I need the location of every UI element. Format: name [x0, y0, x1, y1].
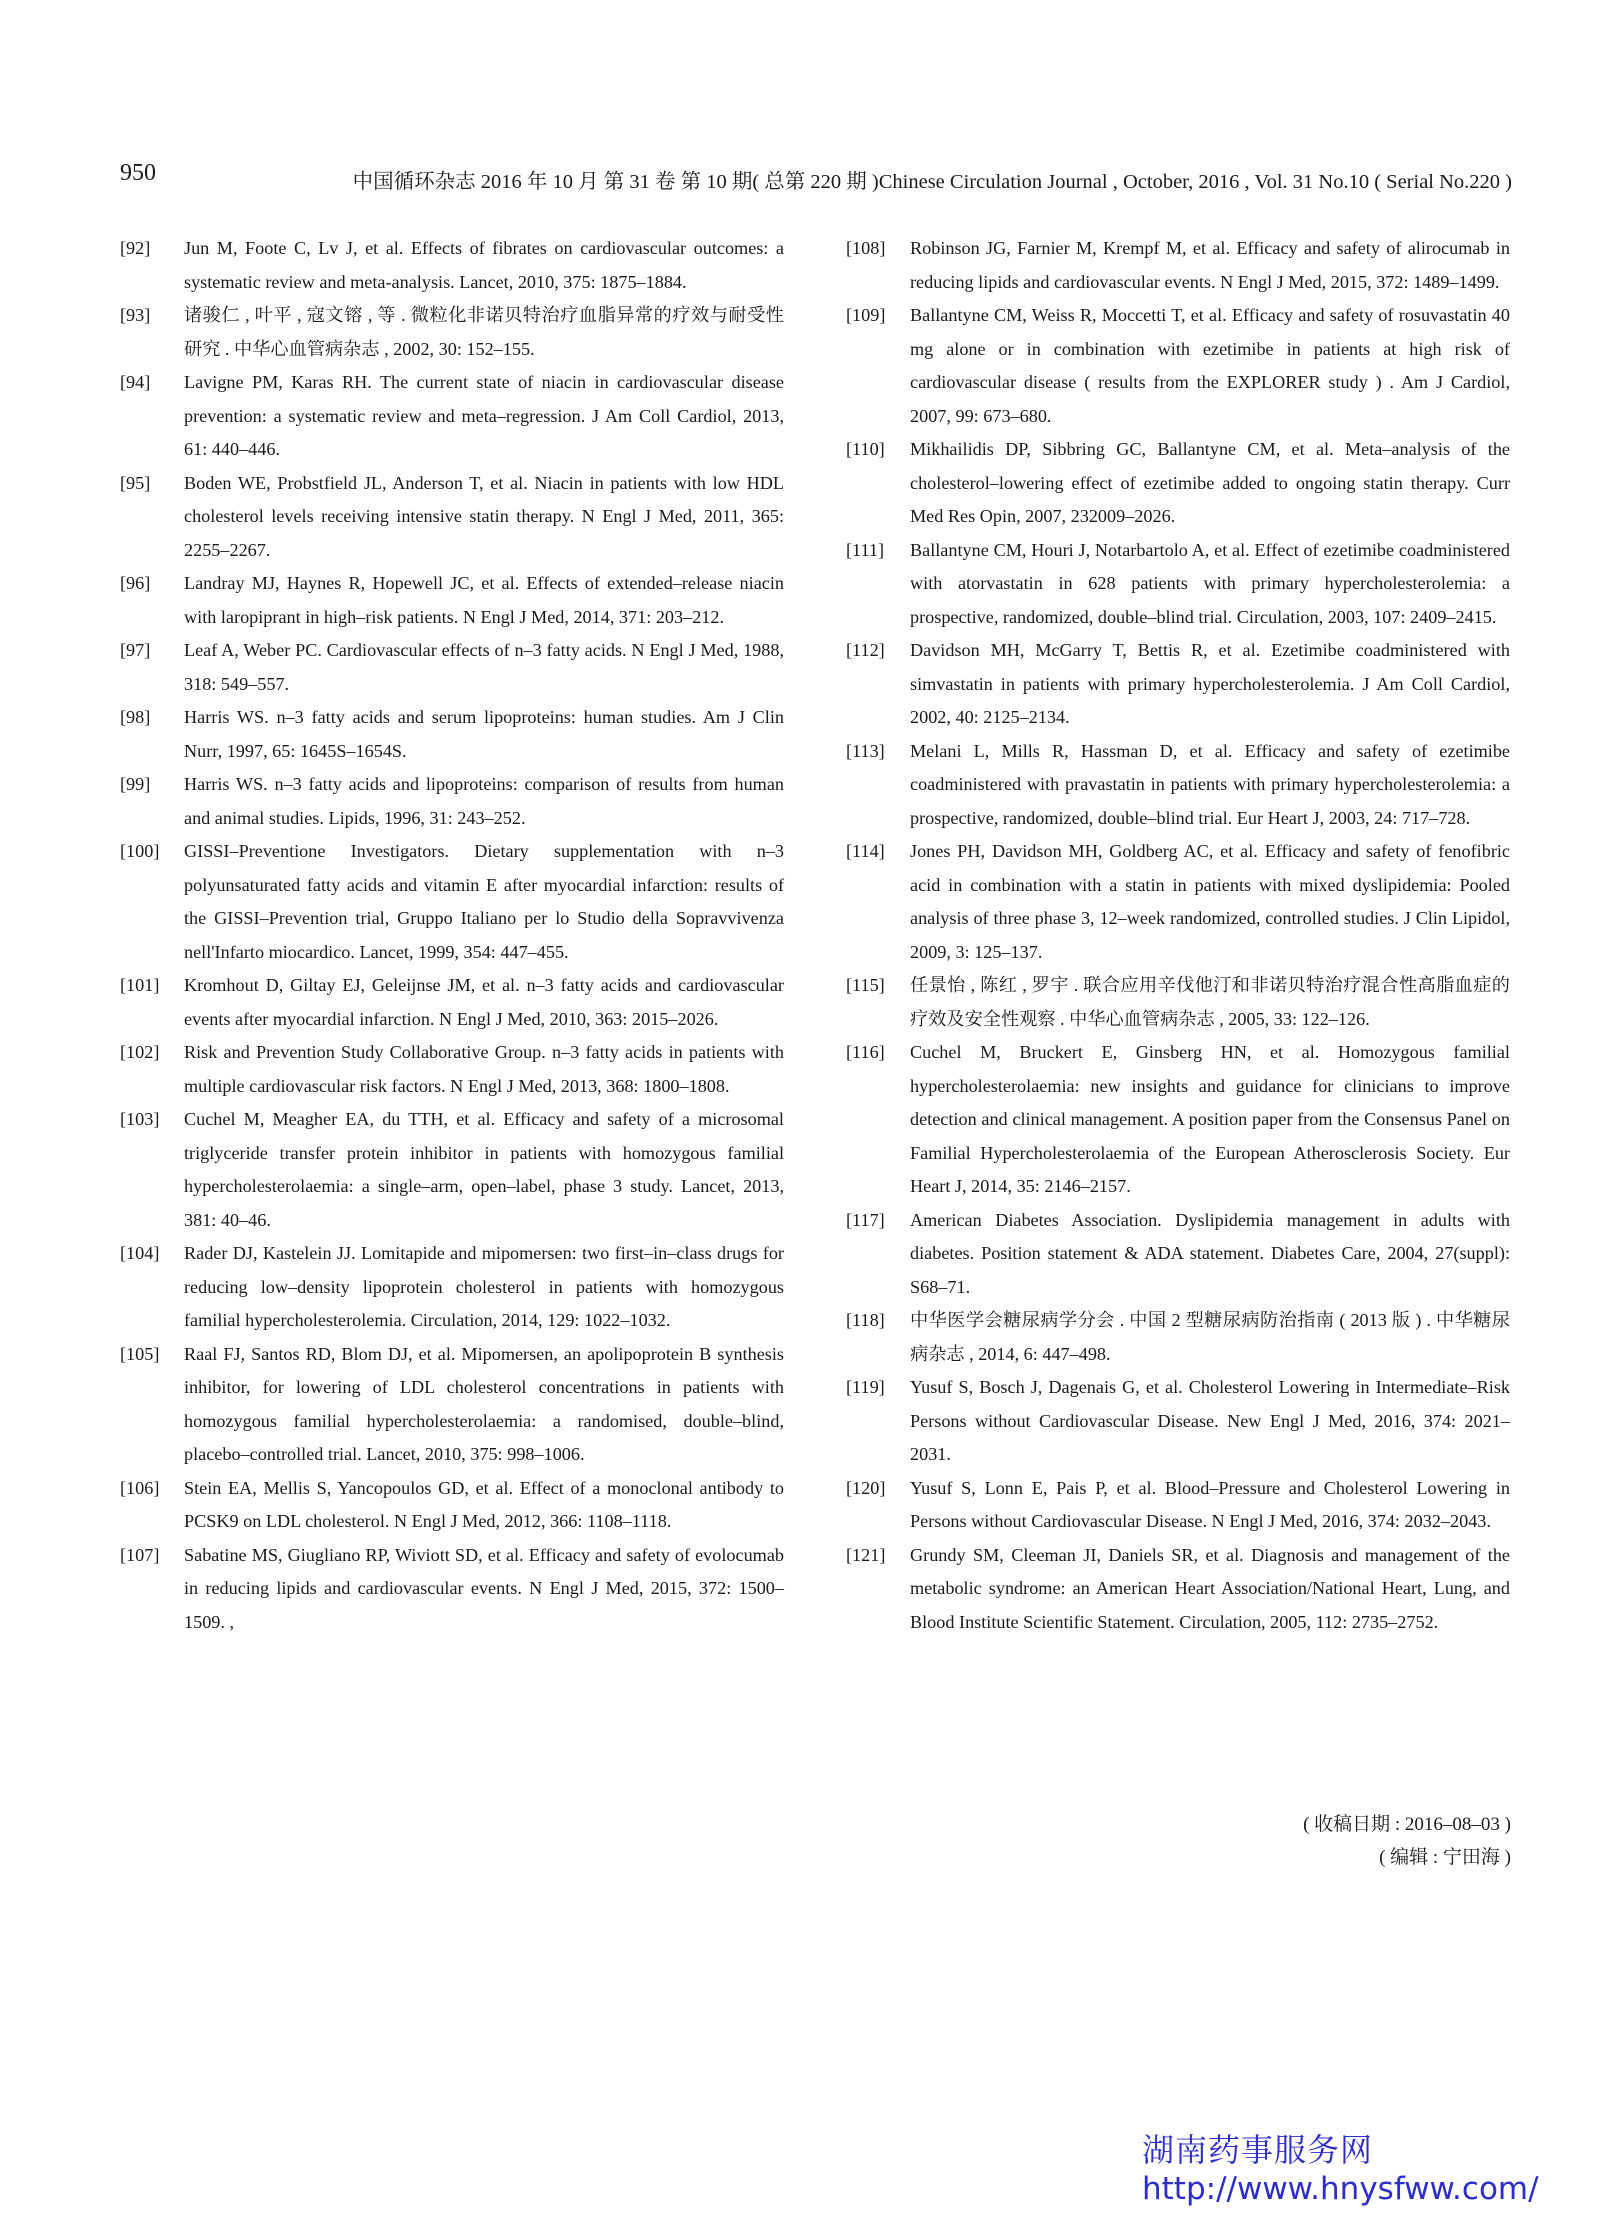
- reference-item: [120, 969, 784, 1036]
- reference-number: [111]: [846, 539, 885, 560]
- reference-item: [120, 366, 784, 467]
- reference-text: Jones PH, Davidson MH, Goldberg AC, et al. Efficacy and safety of fenofibric acid in combination with a statin in patients with mixed dyslipidemia: Pooled analysis of three phase 3, 12–week randomized, controlled studies. J Clin Lipidol, 2009, 3: 125–137.: [910, 841, 1510, 962]
- reference-number: [104]: [120, 1243, 160, 1263]
- reference-item: [120, 1338, 784, 1472]
- reference-text: Grundy SM, Cleeman JI, Daniels SR, et al. Diagnosis and management of the metabolic syndrome: an American Heart Association/National Heart, Lung, and Blood Institute Scientific Statement. Circulation, 2005, 112: 2735–2752.: [910, 1544, 1510, 1632]
- reference-item: [120, 835, 784, 969]
- reference-number: [113]: [846, 740, 885, 761]
- reference-item: [846, 969, 1510, 1036]
- reference-number: [115]: [846, 975, 885, 995]
- reference-item: [120, 1539, 784, 1640]
- reference-text: Yusuf S, Lonn E, Pais P, et al. Blood–Pressure and Cholesterol Lowering in Persons without Cardiovascular Disease. N Engl J Med, 2016, 374: 2032–2043.: [910, 1477, 1510, 1531]
- reference-number: [99]: [120, 774, 151, 794]
- reference-number: [100]: [120, 841, 160, 861]
- reference-number: [112]: [846, 640, 885, 660]
- reference-item: [846, 433, 1510, 534]
- reference-item: [846, 1204, 1510, 1305]
- reference-text: American Diabetes Association. Dyslipidemia management in adults with diabetes. Position statement & ADA statement. Diabetes Care, 2004, 27(suppl): S68–71.: [910, 1209, 1510, 1297]
- reference-text: 中华医学会糖尿病学分会 . 中国 2 型糖尿病防治指南 ( 2013 版 ) . 中华糖尿病杂志 , 2014, 6: 447–498.: [910, 1310, 1510, 1364]
- reference-item: [120, 467, 784, 568]
- reference-item: [120, 1472, 784, 1539]
- reference-text: Harris WS. n–3 fatty acids and lipoproteins: comparison of results from human and animal studies. Lipids, 1996, 31: 243–252.: [184, 774, 784, 828]
- reference-text: Melani L, Mills R, Hassman D, et al. Efficacy and safety of ezetimibe coadministered with pravastatin in patients with primary hypercholesterolemia: a prospective, randomized, double–blind trial. Eur Heart J, 2003, 24: 717–728.: [910, 740, 1510, 828]
- reference-number: [102]: [120, 1042, 160, 1062]
- reference-item: [846, 232, 1510, 299]
- references-right-column: [846, 232, 1510, 1639]
- reference-number: [121]: [846, 1544, 886, 1565]
- reference-text: Cuchel M, Meagher EA, du TTH, et al. Efficacy and safety of a microsomal triglyceride transfer protein inhibitor in patients with homozygous familial hypercholesterolaemia: a single–arm, open–label, phase 3 study. Lancet, 2013, 381: 40–46.: [184, 1109, 784, 1230]
- reference-number: [97]: [120, 640, 151, 660]
- reference-text: Ballantyne CM, Houri J, Notarbartolo A, et al. Effect of ezetimibe coadministered with atorvastatin in 628 patients with primary hypercholesterolemia: a prospective, randomized, double–blind trial. Circulation, 2003, 107: 2409–2415.: [910, 539, 1510, 627]
- reference-item: [846, 1472, 1510, 1539]
- reference-item: [846, 634, 1510, 735]
- reference-item: [846, 1036, 1510, 1204]
- reference-text: Raal FJ, Santos RD, Blom DJ, et al. Mipomersen, an apolipoprotein B synthesis inhibitor, for lowering of LDL cholesterol concentrations in patients with homozygous familial hypercholesterolaemia: a randomised, double–blind, placebo–controlled trial. Lancet, 2010, 375: 998–1006.: [184, 1343, 784, 1464]
- references-left-column: [120, 232, 784, 1639]
- reference-number: [94]: [120, 372, 151, 392]
- reference-number: [101]: [120, 975, 160, 995]
- reference-item: [120, 634, 784, 701]
- page-number: 950: [120, 160, 156, 186]
- reference-number: [120]: [846, 1477, 886, 1498]
- reference-item: [120, 232, 784, 299]
- reference-item: [846, 534, 1510, 635]
- reference-item: [846, 835, 1510, 969]
- running-head: 中国循环杂志 2016 年 10 月 第 31 卷 第 10 期( 总第 220 期 )Chinese Circulation Journal , October, 2016 , Vol. 31 No.10 ( Serial No.220 ): [352, 171, 1512, 193]
- reference-item: [120, 1103, 784, 1237]
- reference-item: [846, 1539, 1510, 1640]
- reference-number: [108]: [846, 238, 886, 258]
- reference-text: Jun M, Foote C, Lv J, et al. Effects of fibrates on cardiovascular outcomes: a systematic review and meta-analysis. Lancet, 2010, 375: 1875–1884.: [184, 238, 784, 292]
- reference-number: [109]: [846, 305, 886, 325]
- reference-text: Mikhailidis DP, Sibbring GC, Ballantyne CM, et al. Meta–analysis of the cholesterol–lowering effect of ezetimibe added to ongoing statin therapy. Curr Med Res Opin, 2007, 232009–2026.: [910, 439, 1510, 526]
- reference-text: Davidson MH, McGarry T, Bettis R, et al. Ezetimibe coadministered with simvastatin in patients with primary hypercholesterolemia. J Am Coll Cardiol, 2002, 40: 2125–2134.: [910, 640, 1510, 727]
- received-date: ( 收稿日期 : 2016–08–03 ): [1303, 1814, 1511, 1835]
- reference-number: [106]: [120, 1477, 160, 1498]
- reference-number: [119]: [846, 1377, 885, 1397]
- reference-text: Leaf A, Weber PC. Cardiovascular effects of n–3 fatty acids. N Engl J Med, 1988, 318: 549–557.: [184, 640, 784, 694]
- reference-number: [103]: [120, 1109, 160, 1129]
- reference-item: [120, 701, 784, 768]
- watermark: [1142, 2130, 1539, 2208]
- reference-item: [120, 1237, 784, 1338]
- reference-number: [114]: [846, 841, 885, 861]
- editor-note: ( 编辑 : 宁田海 ): [1379, 1847, 1511, 1868]
- reference-item: [846, 1371, 1510, 1472]
- reference-number: [110]: [846, 439, 885, 459]
- reference-text: 诸骏仁 , 叶平 , 寇文镕 , 等 . 微粒化非诺贝特治疗血脂异常的疗效与耐受性研究 . 中华心血管病杂志 , 2002, 30: 152–155.: [184, 305, 784, 359]
- reference-number: [117]: [846, 1209, 885, 1230]
- reference-item: [120, 768, 784, 835]
- reference-text: Kromhout D, Giltay EJ, Geleijnse JM, et al. n–3 fatty acids and cardiovascular events after myocardial infarction. N Engl J Med, 2010, 363: 2015–2026.: [184, 975, 784, 1029]
- reference-item: [120, 1036, 784, 1103]
- watermark-site-name: 湖南药事服务网: [1142, 2131, 1374, 2169]
- reference-text: 任景怡 , 陈红 , 罗宇 . 联合应用辛伐他汀和非诺贝特治疗混合性高脂血症的疗效及安全性观察 . 中华心血管病杂志 , 2005, 33: 122–126.: [910, 975, 1510, 1029]
- reference-number: [98]: [120, 707, 151, 727]
- reference-number: [92]: [120, 238, 151, 258]
- reference-text: Ballantyne CM, Weiss R, Moccetti T, et al. Efficacy and safety of rosuvastatin 40 mg alone or in combination with ezetimibe in patients at high risk of cardiovascular disease ( results from the EXPLORER study ) . Am J Cardiol, 2007, 99: 673–680.: [910, 305, 1510, 426]
- reference-text: Cuchel M, Bruckert E, Ginsberg HN, et al. Homozygous familial hypercholesterolaemia: new insights and guidance for clinicians to improve detection and clinical management. A position paper from the Consensus Panel on Familial Hypercholesterolaemia of the European Atherosclerosis Society. Eur Heart J, 2014, 35: 2146–2157.: [910, 1042, 1510, 1196]
- reference-item: [846, 1304, 1510, 1371]
- reference-number: [116]: [846, 1042, 885, 1062]
- reference-item: [846, 299, 1510, 433]
- reference-number: [107]: [120, 1544, 160, 1565]
- reference-item: [120, 567, 784, 634]
- reference-text: Sabatine MS, Giugliano RP, Wiviott SD, et al. Efficacy and safety of evolocumab in reducing lipids and cardiovascular events. N Engl J Med, 2015, 372: 1500–1509. ,: [184, 1544, 784, 1632]
- reference-number: [95]: [120, 472, 151, 493]
- reference-text: Harris WS. n–3 fatty acids and serum lipoproteins: human studies. Am J Clin Nurr, 1997, 65: 1645S–1654S.: [184, 707, 784, 761]
- reference-text: GISSI–Preventione Investigators. Dietary supplementation with n–3 polyunsaturated fatty acids and vitamin E after myocardial infarction: results of the GISSI–Prevention trial, Gruppo Italiano per lo Studio della Sopravvivenza nell'Infarto miocardico. Lancet, 1999, 354: 447–455.: [184, 841, 784, 962]
- reference-number: [105]: [120, 1343, 160, 1364]
- reference-text: Boden WE, Probstfield JL, Anderson T, et al. Niacin in patients with low HDL cholesterol levels receiving intensive statin therapy. N Engl J Med, 2011, 365: 2255–2267.: [184, 472, 784, 560]
- reference-text: Risk and Prevention Study Collaborative Group. n–3 fatty acids in patients with multiple cardiovascular risk factors. N Engl J Med, 2013, 368: 1800–1808.: [184, 1042, 784, 1096]
- watermark-url[interactable]: http://www.hnysfww.com/: [1142, 2171, 1539, 2207]
- reference-text: Lavigne PM, Karas RH. The current state of niacin in cardiovascular disease prevention: a systematic review and meta–regression. J Am Coll Cardiol, 2013, 61: 440–446.: [184, 372, 784, 459]
- reference-text: Robinson JG, Farnier M, Krempf M, et al. Efficacy and safety of alirocumab in reducing lipids and cardiovascular events. N Engl J Med, 2015, 372: 1489–1499.: [910, 238, 1510, 292]
- reference-item: [120, 299, 784, 366]
- reference-number: [96]: [120, 573, 151, 593]
- reference-number: [118]: [846, 1310, 885, 1330]
- reference-text: Stein EA, Mellis S, Yancopoulos GD, et al. Effect of a monoclonal antibody to PCSK9 on LDL cholesterol. N Engl J Med, 2012, 366: 1108–1118.: [184, 1477, 784, 1531]
- reference-text: Landray MJ, Haynes R, Hopewell JC, et al. Effects of extended–release niacin with laropiprant in high–risk patients. N Engl J Med, 2014, 371: 203–212.: [184, 573, 784, 627]
- reference-text: Rader DJ, Kastelein JJ. Lomitapide and mipomersen: two first–in–class drugs for reducing low–density lipoprotein cholesterol in patients with homozygous familial hypercholesterolemia. Circulation, 2014, 129: 1022–1032.: [184, 1243, 784, 1330]
- reference-item: [846, 735, 1510, 836]
- reference-number: [93]: [120, 305, 151, 325]
- reference-text: Yusuf S, Bosch J, Dagenais G, et al. Cholesterol Lowering in Intermediate–Risk Persons without Cardiovascular Disease. New Engl J Med, 2016, 374: 2021–2031.: [910, 1377, 1510, 1464]
